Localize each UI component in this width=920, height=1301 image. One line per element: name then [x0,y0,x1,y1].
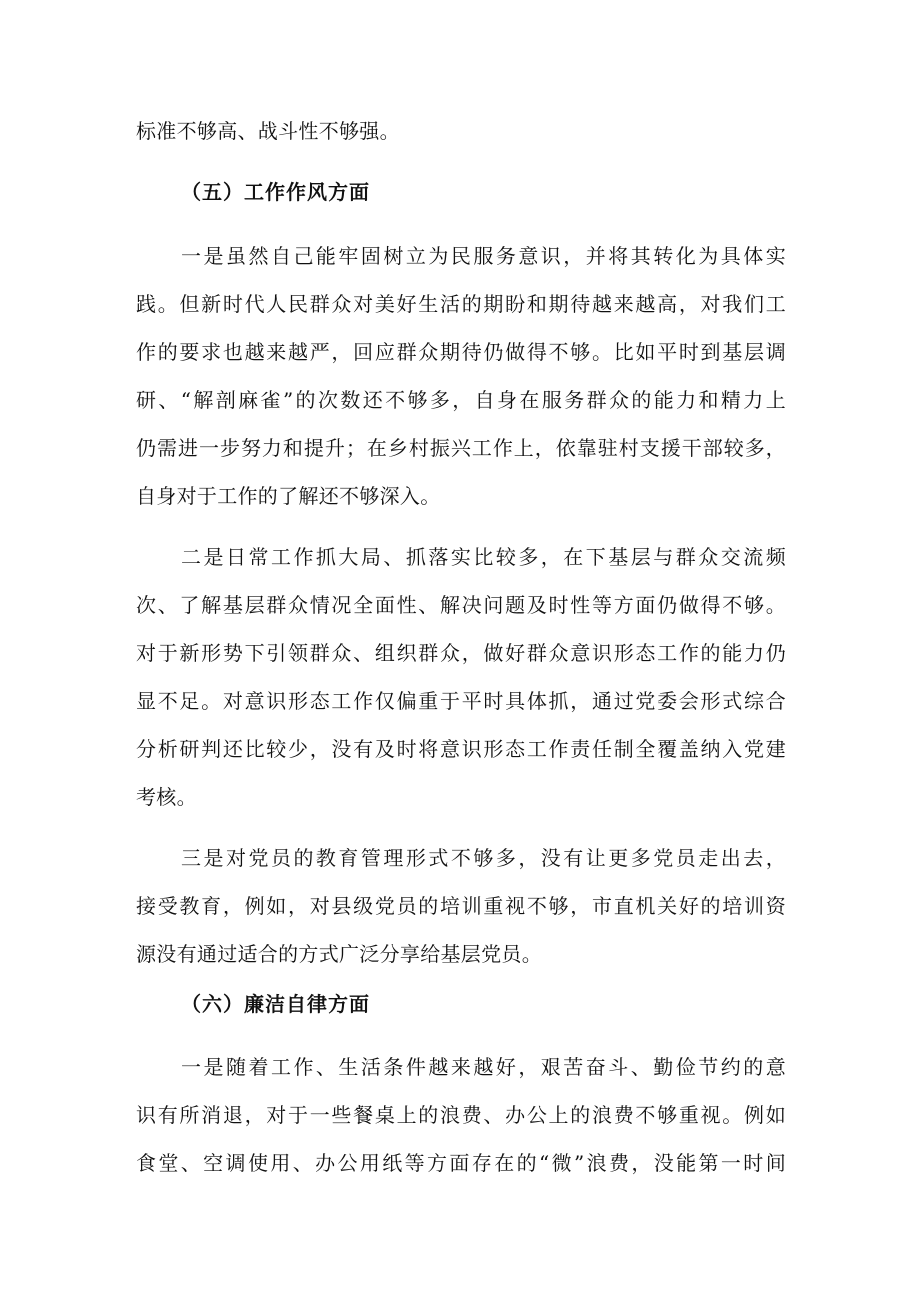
body-text-line: 食堂、空调使用、办公用纸等方面存在的“微”浪费，没能第一时间 [136,1151,786,1175]
body-text-line: 次、了解基层群众情况全面性、解决问题及时性等方面仍做得不够。 [136,593,786,617]
body-text-line: 接受教育，例如，对县级党员的培训重视不够，市直机关好的培训资 [136,894,786,918]
body-text-line: 对于新形势下引领群众、组织群众，做好群众意识形态工作的能力仍 [136,641,786,665]
body-text-line: 标准不够高、战斗性不够强。 [136,119,400,143]
body-text-line: 二是日常工作抓大局、抓落实比较多，在下基层与群众交流频 [181,545,786,569]
body-text-line: 仍需进一步努力和提升；在乡村振兴工作上，依靠驻村支援干部较多， [136,436,786,460]
body-text-line: 考核。 [136,785,197,809]
body-text-line: 作的要求也越来越严，回应群众期待仍做得不够。比如平时到基层调 [136,340,786,364]
body-text-line: 显不足。对意识形态工作仅偏重于平时具体抓，通过党委会形式综合 [136,689,786,713]
body-text-line: 一是随着工作、生活条件越来越好，艰苦奋斗、勤俭节约的意 [181,1055,786,1079]
body-text-line: 源没有通过适合的方式广泛分享给基层党员。 [136,942,542,966]
body-text-line: 一是虽然自己能牢固树立为民服务意识，并将其转化为具体实 [181,244,786,268]
body-text-line: 分析研判还比较少，没有及时将意识形态工作责任制全覆盖纳入党建 [136,737,786,761]
body-text-line: 识有所消退，对于一些餐桌上的浪费、办公上的浪费不够重视。例如 [136,1103,786,1127]
section-heading: （六）廉洁自律方面 [181,992,370,1016]
body-text-line: 研、“解剖麻雀”的次数还不够多，自身在服务群众的能力和精力上 [136,388,786,412]
body-text-line: 三是对党员的教育管理形式不够多，没有让更多党员走出去， [181,846,786,870]
body-text-line: 践。但新时代人民群众对美好生活的期盼和期待越来越高，对我们工 [136,292,786,316]
body-text-line: 自身对于工作的了解还不够深入。 [136,484,441,508]
section-heading: （五）工作作风方面 [181,180,370,204]
